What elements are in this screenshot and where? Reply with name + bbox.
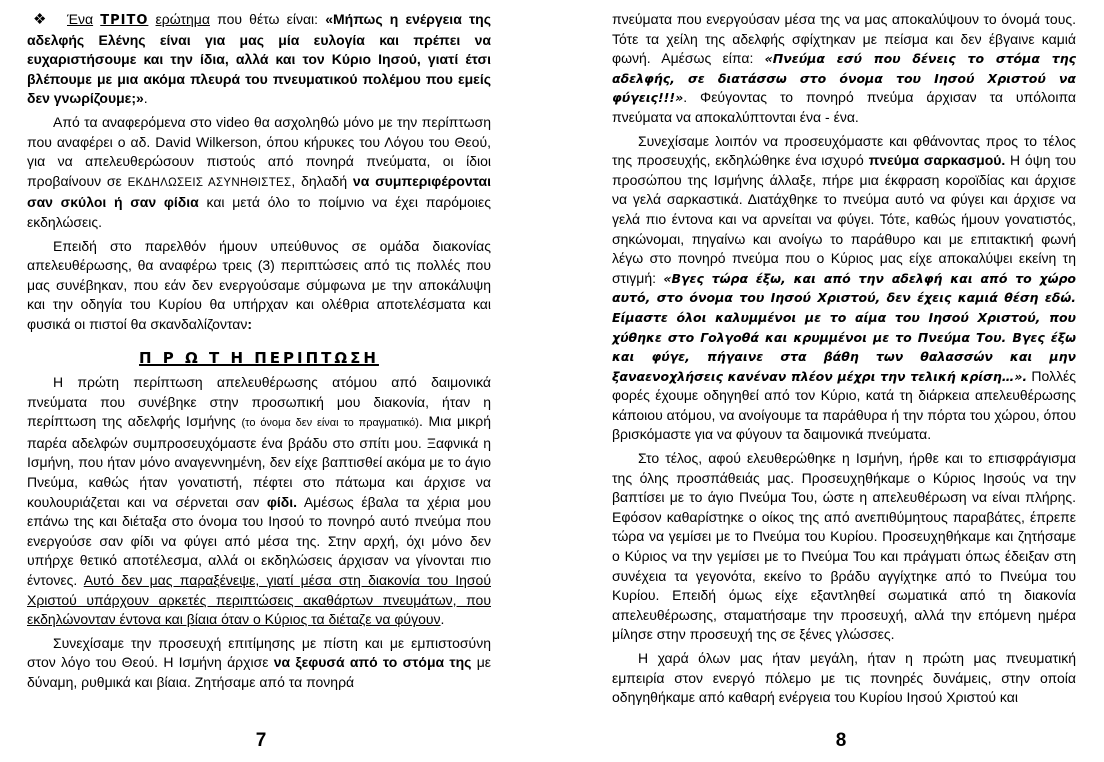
paragraph-third-question: ❖ Ένα ΤΡΙΤΟ ερώτημα που θέτω είναι: «Μήπως η ενέργεια της αδελφής Ελένης είναι για μας μία ευλογία και πρέπει να ευχαριστήσουμε και την ίδια, αλλά και τον Κύριο Ιησού, γιατί έτσι βλέπουμε με μια ακόμα πλευρά του πνευματικού πολέμου που εμείς δεν γνωρίζουμε;». xyxy=(27,11,492,107)
paragraph-baptism: Στο τέλος, αφού ελευθερώθηκε η Ισμήνη, ήρθε και το επισφράγισμα της όλης προσπάθειάς μας. Προσευχηθήκαμε ο Κύριος Ιησούς να την βαπτίσει με το άγιο Πνεύμα Του, ώστε η απελευθέρωση να είναι πλήρης. Εφόσον καθαρίστηκε ο οίκος της από ανεπιθύμητους παραβάτες, έπρεπε τώρα να γεμίσει με το Πνεύμα του Κυρίου. Προσευχηθήκαμε και ζητήσαμε ο Κύριος να την γεμίσει με το Πνεύμα Του και πράγματι όπως έδειξαν στη συνέχεια τα γεγονότα, εκείνο το βράδυ αγγίχτηκε από το Πνεύμα του Κυρίου. Επειδή όμως είχε εξαντληθεί σωματικά από τη διακονία απελευθέρωσης, σταματήσαμε την προσευχή, αλλά την επόμενη ημέρα μίλησε στην προσευχή της σε ξένες γλώσσες. xyxy=(612,450,1076,643)
paragraph-video-case: Από τα αναφερόμενα στο video θα ασχοληθώ μόνο με την περίπτωση που αναφέρει ο αδ. David Wilkerson, όπου κήρυκες του Λόγου του Θεού, για να απελευθερώσουν πιστούς από πονηρά πνεύματα, οι ίδιοι προβαίνουν σε ΕΚΔΗΛΩΣΕΙΣ ΑΣΥΝΗΘΙΣΤΕΣ, δηλαδή να συμπεριφέρονται σαν σκύλοι ή σαν φίδια και μετά όλο το ποίμνιο να έχει παρόμοιες εκδηλώσεις. xyxy=(27,113,491,230)
left-page xyxy=(27,10,491,697)
page-number-right: 8 xyxy=(835,730,847,751)
section-heading: Π Ρ Ω Τ Η ΠΕΡΙΠΤΩΣΗ xyxy=(139,348,379,367)
diamond-bullet-icon: ❖ xyxy=(33,11,47,28)
paragraph-joy: Η χαρά όλων μας ήταν μεγάλη, ήταν η πρώτη μας πνευματική εμπειρία στον ενεργό πόλεμο με τις πονηρές δυνάμεις, στην οποία οδηγηθήκαμε από καθαρή ενέργεια του Κυρίου Ιησού Χριστού και xyxy=(612,650,1076,706)
paragraph-sarcasm-spirit: Συνεχίσαμε λοιπόν να προσευχόμαστε και φθάνοντας προς το τέλος της προσευχής, εκδηλώθηκε ένα ισχυρό πνεύμα σαρκασμού. Η όψη του προσώπου της Ισμήνης άλλαξε, πήρε μια έκφραση κοροϊδίας και άρχισε να γελά σαρκαστικά. Διατάχθηκε το πνεύμα αυτό να φύγει και άρχισε να γελά πιο έντονα και να αρνείται να φύγει. Τότε, καθώς ήμουν γονατιστός, σηκώνομαι, πηγαίνω και ανοίγω το παράθυρο και με επιτακτική φωνή λέγω στο πονηρό πνεύμα που ο Κύριος μας είχε αποκαλύψει εκείνη τη στιγμή: «Βγες τώρα έξω, και από την αδελφή και από το χώρο αυτό, στο όνομα του Ιησού Χριστού, δεν έχεις καμιά θέση εδώ. Είμαστε όλοι καλυμμένοι με το αίμα του Ιησού Χριστού, που χύθηκε στο Γολγοθά και κρυμμένοι με το Πνεύμα Του. Βγες έξω και φύγε, πήγαινε στα βάθη των θαλασσών και μην ξαναενοχλήσεις κανέναν πλέον μέχρι την τελική κρίση…». Πολλές φορές έχουμε οδηγηθεί από τον Κύριο, κατά τη διάρκεια απελευθέρωσης κάποιου ατόμου, να ανοίγουμε τα παράθυρα ή την πόρτα του χώρου, όπου βρισκόμαστε για να φύγουν τα δαιμονικά πνεύματα. xyxy=(612,132,1077,443)
right-page xyxy=(612,10,1076,712)
paragraph-continued-prayer: Συνεχίσαμε την προσευχή επιτίμησης με πίστη και με εμπιστοσύνη στον λόγο του Θεού. Η Ισμήνη άρχισε να ξεφυσά από το στόμα της με δύναμη, ρυθμικά και βίαια. Ζητήσαμε από τα πονηρά xyxy=(27,634,492,690)
paragraph-spirits-reveal: πνεύματα που ενεργούσαν μέσα της να μας αποκαλύψουν το όνομά τους. Τότε τα χείλη της αδελφής σφίχτηκαν με πείσμα και δεν έβγαινε καμιά φωνή. Αμέσως είπα: «Πνεύμα εσύ που δένεις το στόμα της αδελφής, σε διατάσσω στο όνομα του Ιησού Χριστού να φύγεις!!!». Φεύγοντας το πονηρό πνεύμα άρχισαν τα υπόλοιπα πνεύματα να αποκαλύπτονται ένα - ένα. xyxy=(612,11,1076,125)
paragraph-first-case: Η πρώτη περίπτωση απελευθέρωσης ατόμου από δαιμονικά πνεύματα που συνέβηκε στην προσωπική μου διακονία, ήταν η περίπτωση της αδελφής Ισμήνης (το όνομα δεν είναι το πραγματικό). Μια μικρή παρέα αδελφών συμπροσευχόμαστε ένα βράδυ στο σπίτι μου. Ξαφνικά η Ισμήνη, που ήταν μόνο αναγεννημένη, δεν είχε βαπτισθεί ακόμα με το άγιο Πνεύμα, καθώς ήταν γονατιστή, πέφτει στο πάτωμα και άρχισε να κουλουριάζεται και να σέρνεται σαν φίδι. Αμέσως έβαλα τα χέρια μου επάνω της και διέταξα στο όνομα του Ιησού το πονηρό αυτό πνεύμα που ενεργούσε σαν φίδι να φύγει από μέσα της. Στην αρχή, όχι μόνο δεν υπήρχε θετικό αποτέλεσμα, αλλά οι εκδηλώσεις άρχισαν να γίνονται πιο έντονες. Αυτό δεν μας παραξένεψε, γιατί μέσα στη διακονία του Ιησού Χριστού υπάρχουν αρκετές περιπτώσεις ακαθάρτων πνευμάτων, που εκδηλώνονταν έντονα και βίαια όταν ο Κύριος τα διέταζε να φύγουν. xyxy=(27,374,491,628)
paragraph-three-cases: Επειδή στο παρελθόν ήμουν υπεύθυνος σε ομάδα διακονίας απελευθέρωσης, θα αναφέρω τρεις (3) περιπτώσεις από τις πολλές που μας συνέβηκαν, που εάν δεν ενεργούσαμε σύμφωνα με την αποκάλυψη και την οδηγία του Κυρίου θα υπήρχαν και ολέθρια αποτελέσματα και φυσικά οι πιστοί θα σκανδαλίζονταν: xyxy=(27,237,491,332)
page-number-left: 7 xyxy=(255,730,267,751)
